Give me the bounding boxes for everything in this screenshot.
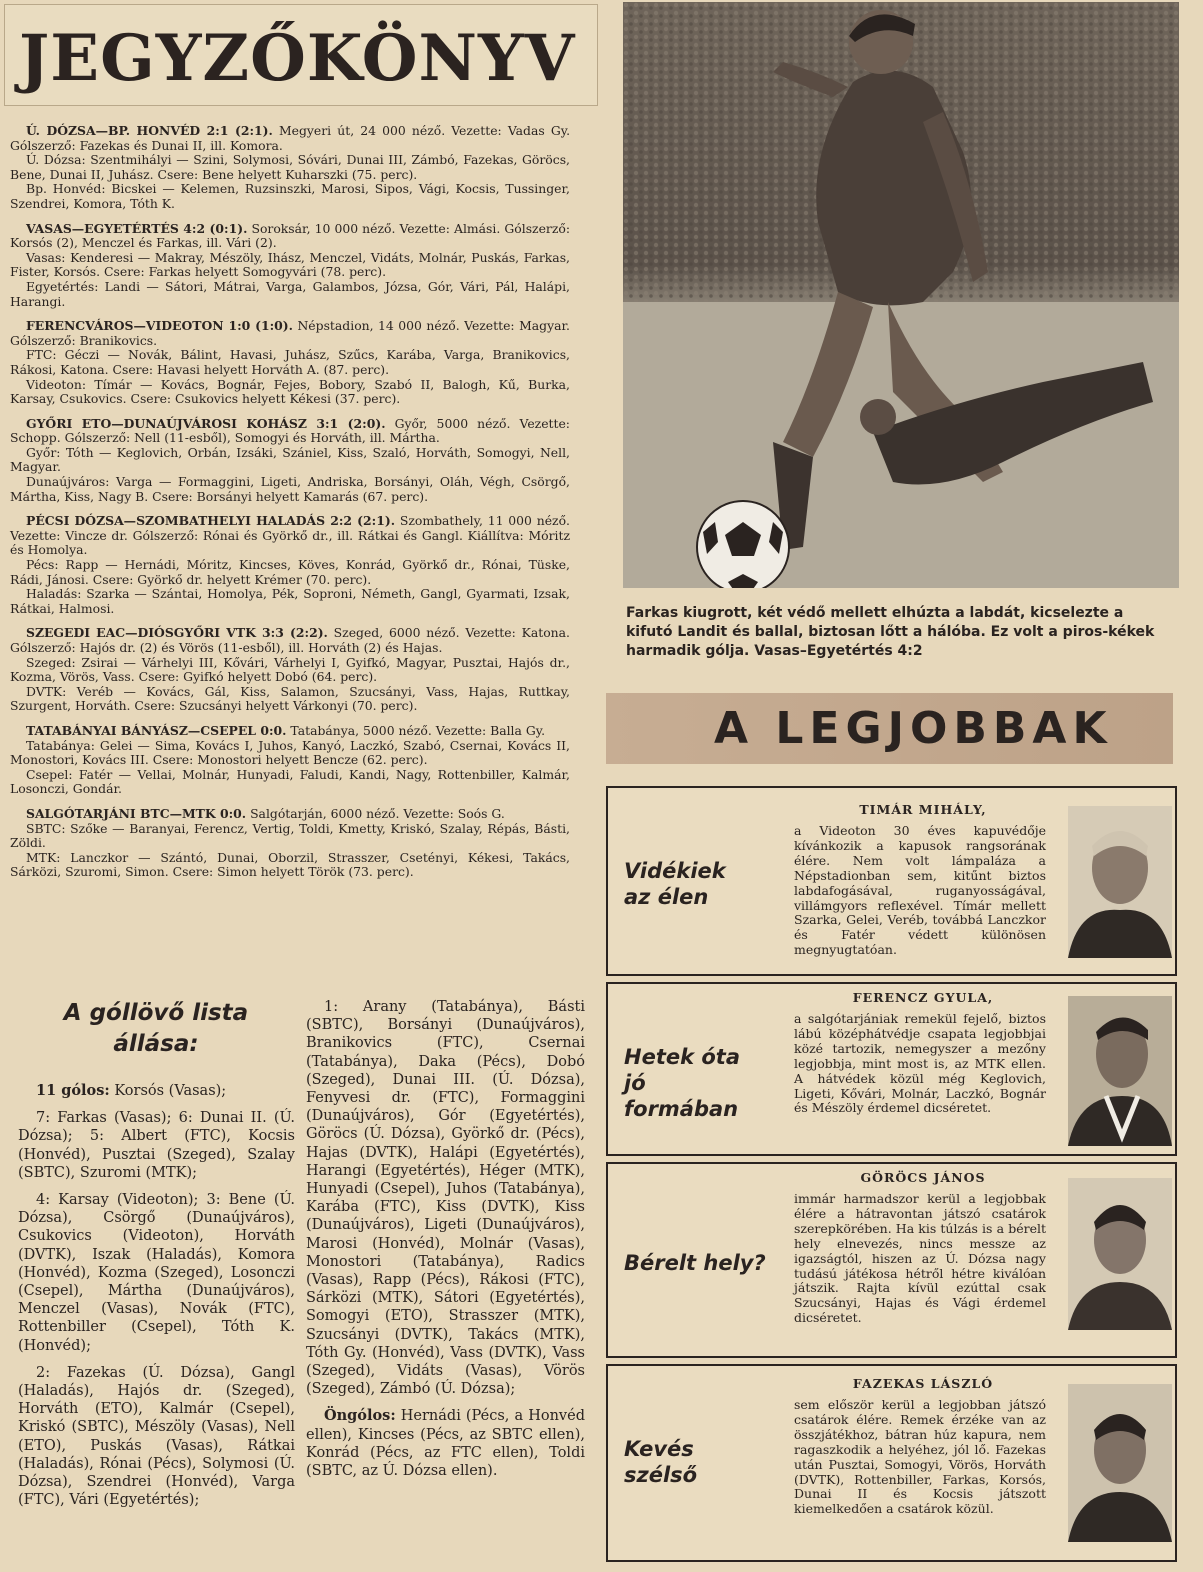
- lineup: MTK: Lanczkor — Szántó, Dunai, Oborzil, Strasszer, Csetényi, Kékesi, Takács, Sárközi, Szuromi, Simon. Csere: Simon helyett Török (73. perc).: [10, 849, 570, 880]
- lineup: Dunaújváros: Varga — Formaggini, Ligeti, Andriska, Borsányi, Oláh, Végh, Csörgő, Mártha, Kiss, Nagy B. Csere: Borsányi helyett Kamarás (67. perc).: [10, 474, 570, 504]
- match-report: [10, 807, 570, 880]
- match-info: Salgótarján, 6000 néző. Vezette: Soós G.: [250, 805, 505, 821]
- card-label: Bérelt hely?: [624, 1251, 766, 1275]
- player-name: TIMÁR MIHÁLY,: [859, 802, 987, 817]
- lineup: Szeged: Zsirai — Várhelyi III, Kővári, Várhelyi I, Gyifkó, Magyar, Pusztai, Hajós dr., Kozma, Vörös, Vass. Csere: Gyifkó helyett Dobó (64. perc).: [10, 654, 570, 685]
- player-name: FAZEKAS LÁSZLÓ: [852, 1376, 994, 1391]
- photo-caption: Farkas kiugrott, két védő mellett elhúzta a labdát, kicselezte a kifutó Landit és ballal, biztosan lőtt a hálóba. Ez volt a piros-kékek harmadik gólja. Vasas–Egyetértés 4:2: [626, 605, 1155, 659]
- lineup: Egyetértés: Landi — Sátori, Mátrai, Varga, Galambos, Józsa, Gór, Vári, Pál, Halápi, Harangi.: [10, 278, 570, 309]
- goal-list-entry: [18, 1082, 295, 1100]
- lineup: Bp. Honvéd: Bicskei — Kelemen, Ruzsinszki, Marosi, Sipos, Vági, Kocsis, Tussinger, Szendrei, Komora, Tóth K.: [10, 181, 570, 211]
- match-report: [10, 514, 570, 616]
- player-portrait: [1068, 806, 1172, 958]
- own-goal-label: Öngólos:: [324, 1407, 396, 1425]
- match-reports: [10, 124, 570, 890]
- title-box: [4, 4, 598, 106]
- lineup: SBTC: Szőke — Baranyai, Ferencz, Vertig, Toldi, Kmetty, Kriskó, Szalay, Répás, Básti, Zöldi.: [10, 820, 570, 851]
- card-label: Hetek óta jó formában: [624, 1045, 741, 1121]
- goal-list-entry: 2: Fazekas (Ú. Dózsa), Gangl (Haladás), Hajós dr. (Szeged), Horváth (ETO), Kalmár (Csepel), Kriskó (SBTC), Mészöly (Vasas), Nell (ETO), Puskás (Vasas), Rátkai (Haladás), Rónai (Pécs), Solymosi (Ú. Dózsa), Szendrei (Honvéd), Varga (FTC), Vári (Egyetértés);: [18, 1364, 295, 1509]
- match-info: Szeged, 6000 néző. Vezette: Katona. Gólszerző: Hajós dr. (2) és Vörös (11-esből), ill. Horváth (2) és Hajas.: [10, 625, 570, 655]
- best-players-title: A LEGJOBBAK: [714, 703, 1113, 754]
- player-name: FERENCZ GYULA,: [852, 990, 994, 1005]
- goal-list-entry: 4: Karsay (Videoton); 3: Bene (Ú. Dózsa), Csörgő (Dunaújváros), Csukovics (Videoton), Horváth (DVTK), Iszak (Haladás), Komora (Honvéd), Kozma (Szeged), Losonczi (Csepel), Mártha (Dunaújváros), Menczel (Vasas), Novák (FTC), Rottenbiller (Csepel), Tóth K. (Honvéd);: [18, 1192, 295, 1354]
- own-goal-text: Hernádi (Pécs, a Honvéd ellen), Kincses (Pécs, az SBTC ellen), Konrád (Pécs, az FTC ellen), Toldi (SBTC, az Ú. Dózsa ellen).: [306, 1408, 585, 1480]
- lineup: Csepel: Fatér — Vellai, Molnár, Hunyadi, Faludi, Kandi, Nagy, Rottenbiller, Kalmár, Losonczi, Gondár.: [10, 766, 570, 797]
- lineup: FTC: Géczi — Novák, Bálint, Havasi, Juhász, Szűcs, Karába, Varga, Branikovics, Rákosi, Katona. Csere: Havasi helyett Horváth A. (87. perc).: [10, 347, 570, 377]
- match-summary: [10, 514, 570, 558]
- match-summary: [10, 626, 570, 655]
- best-player-card: [606, 1364, 1177, 1562]
- match-header: SZEGEDI EAC—DIÓSGYŐRI VTK 3:3 (2:2).: [26, 625, 328, 641]
- match-summary: [10, 319, 570, 348]
- own-goal-entry: [306, 1407, 585, 1480]
- match-report: [10, 417, 570, 505]
- match-header: TATABÁNYAI BÁNYÁSZ—CSEPEL 0:0.: [26, 722, 287, 738]
- match-info: Tatabánya, 5000 néző. Vezette: Balla Gy.: [290, 722, 546, 738]
- match-report: [10, 626, 570, 714]
- match-summary: [10, 724, 570, 739]
- lineup: Pécs: Rapp — Hernádi, Móritz, Kincses, Köves, Konrád, Györkő dr., Rónai, Tüske, Rádi, Jánosi. Csere: Györkő dr. helyett Krémer (70. perc).: [10, 557, 570, 587]
- lineup: Videoton: Tímár — Kovács, Bognár, Fejes, Bobory, Szabó II, Balogh, Kű, Burka, Karsay, Csukovics. Csere: Csukovics helyett Kékesi (37. perc).: [10, 376, 570, 407]
- goal-list-text: Korsós (Vasas);: [114, 1083, 227, 1099]
- goal-list-entry: 7: Farkas (Vasas); 6: Dunai II. (Ú. Dózsa); 5: Albert (FTC), Kocsis (Honvéd), Pusztai (Szeged), Szalay (SBTC), Szuromi (MTK);: [18, 1110, 295, 1181]
- football-player-illustration: [623, 2, 1179, 588]
- lineup: Ú. Dózsa: Szentmihályi — Szini, Solymosi, Sóvári, Dunai III, Zámbó, Fazekas, Göröcs, Bene, Dunai II, Juhász. Csere: Bene helyett Kuharszki (75. perc).: [10, 152, 570, 182]
- player-portrait: [1068, 1178, 1172, 1330]
- match-photo: [623, 2, 1179, 588]
- goal-list-column-left: [18, 1082, 295, 1518]
- match-summary: [10, 417, 570, 446]
- match-header: Ú. DÓZSA—BP. HONVÉD 2:1 (2:1).: [26, 123, 273, 138]
- match-info: Népstadion, 14 000 néző. Vezette: Magyar. Gólszerző: Branikovics.: [10, 318, 570, 348]
- match-report: [10, 124, 570, 212]
- match-header: SALGÓTARJÁNI BTC—MTK 0:0.: [26, 805, 247, 821]
- match-summary: [10, 222, 570, 251]
- match-info: Soroksár, 10 000 néző. Vezette: Almási. Gólszerző: Korsós (2), Menczel és Farkas, ill. Vári (2).: [10, 220, 570, 251]
- match-report: [10, 222, 570, 310]
- lineup: Győr: Tóth — Keglovich, Orbán, Izsáki, Szániel, Kiss, Szaló, Horváth, Somogyi, Nell, Magyar.: [10, 444, 570, 475]
- match-header: PÉCSI DÓZSA—SZOMBATHELYI HALADÁS 2:2 (2:1).: [26, 513, 396, 529]
- match-report: [10, 319, 570, 407]
- match-info: Győr, 5000 néző. Vezette: Schopp. Gólszerző: Nell (11-esből), Somogyi és Horváth, ill. Mártha.: [10, 415, 570, 446]
- lineup: Tatabánya: Gelei — Sima, Kovács I, Juhos, Kanyó, Laczkó, Szabó, Csernai, Kovács II, Monostori, Kovács III. Csere: Monostori helyett Bencze (62. perc).: [10, 737, 570, 768]
- player-description: sem először kerül a legjobban játszó csatárok élére. Remek érzéke van az összjátékhoz, bátran húz kapura, nem ragaszkodik a helyéhez, jól lő. Fazekas után Pusztai, Somogyi, Vörös, Horváth (DVTK), Rottenbiller, Farkas, Korsós, Dunai II és Kocsis játszott kiemelkedően a csatárok közül.: [794, 1397, 1046, 1517]
- goal-list-column-right: [306, 998, 585, 1489]
- match-info: Szombathely, 11 000 néző. Vezette: Vincze dr. Gólszerző: Rónai és Györkő dr., ill. Rátkai és Gangl. Kiállítva: Móritz és Homolya.: [10, 513, 570, 558]
- best-player-card: [606, 982, 1177, 1156]
- card-label: Kevés szélső: [624, 1437, 698, 1487]
- lineup: Vasas: Kenderesi — Makray, Mészöly, Ihász, Menczel, Vidáts, Molnár, Puskás, Farkas, Fister, Korsós. Csere: Farkas helyett Somogyvári (78. perc).: [10, 249, 570, 280]
- match-header: GYŐRI ETO—DUNAÚJVÁROSI KOHÁSZ 3:1 (2:0).: [26, 415, 386, 431]
- match-header: FERENCVÁROS—VIDEOTON 1:0 (1:0).: [26, 318, 293, 334]
- player-name: GÖRÖCS JÁNOS: [860, 1170, 986, 1185]
- lineup: DVTK: Veréb — Kovács, Gál, Kiss, Salamon, Szucsányi, Vass, Hajas, Ruttkay, Szurgent, Horváth. Csere: Szucsányi helyett Várkonyi (70. perc).: [10, 683, 570, 714]
- match-summary: [10, 124, 570, 153]
- match-report: [10, 724, 570, 797]
- page-title: JEGYZŐKÖNYV: [19, 21, 576, 96]
- match-info: Megyeri út, 24 000 néző. Vezette: Vadas Gy. Gólszerző: Fazekas és Dunai II, ill. Komora.: [10, 123, 571, 153]
- player-description: a salgótarjániak remekül fejelő, biztos lábú középhátvédje csapata legjobbjai közé tartozik, nemegyszer a mezőny legjobbja, mint most is, az MTK ellen. A hátvédek közül még Keglovich, Ligeti, Kővári, Molnár, Laczkó, Bognár és Mészöly érdemel dicséretet.: [794, 1011, 1046, 1116]
- best-player-card: [606, 786, 1177, 976]
- player-description: immár harmadszor kerül a legjobbak élére a hátravontan játszó csatárok szerepkörében. Ha kis túlzás is a bérelt hely elnevezés, nincs messze az igazságtól, hiszen az Ú. Dózsa nagy tudású játékosa hétről hétre kiválóan játszik. Rajta kívül ezúttal csak Szucsányi, Hajas és Vági érdemel dicséretet.: [794, 1191, 1046, 1326]
- lineup: Haladás: Szarka — Szántai, Homolya, Pék, Soproni, Németh, Gangl, Gyarmati, Izsak, Rátkai, Halmosi.: [10, 586, 570, 616]
- goal-count-label: 11 gólos:: [36, 1082, 110, 1099]
- best-player-card: [606, 1162, 1177, 1358]
- goal-list-entry: 1: Arany (Tatabánya), Básti (SBTC), Borsányi (Dunaújváros), Branikovics (FTC), Csernai (Tatabánya), Daka (Pécs), Dobó (Szeged), Dunai III. (Ú. Dózsa), Fenyvesi dr. (FTC), Formaggini (Dunaújváros), Gór (Egyetértés), Göröcs (Ú. Dózsa), Györkő dr. (Pécs), Hajas (DVTK), Halápi (Egyetértés), Harangi (Egyetértés), Héger (MTK), Hunyadi (Csepel), Juhos (Tatabánya), Karába (FTC), Kiss (DVTK), Kiss (Dunaújváros), Ligeti (Dunaújváros), Marosi (Honvéd), Molnár (Vasas), Monostori (Tatabánya), Radics (Vasas), Rapp (Pécs), Rákosi (FTC), Sárközi (MTK), Sátori (Egyetértés), Somogyi (ETO), Strasszer (MTK), Szucsányi (DVTK), Takács (MTK), Tóth Gy. (Honvéd), Vass (DVTK), Vass (Szeged), Vidáts (Vasas), Vörös (Szeged), Zámbó (Ú. Dózsa);: [306, 999, 585, 1398]
- card-label: Vidékiek az élen: [624, 859, 726, 909]
- player-portrait: [1068, 1384, 1172, 1542]
- goal-list-title: A góllövő lista állása:: [63, 1000, 249, 1057]
- match-summary: [10, 807, 570, 822]
- player-description: a Videoton 30 éves kapuvédője kívánkozik a kapusok rangsorának élére. Nem volt lámpaláza a Népstadionban sem, kitűnt biztos labdafogásával, ruganyosságával, villámgyors reflexével. Tímár mellett Szarka, Gelei, Veréb, továbbá Lanczkor és Fatér védett különösen megnyugtatóan.: [794, 823, 1046, 958]
- match-header: VASAS—EGYETÉRTÉS 4:2 (0:1).: [26, 220, 248, 236]
- player-portrait: [1068, 996, 1172, 1146]
- best-players-banner: [606, 693, 1173, 764]
